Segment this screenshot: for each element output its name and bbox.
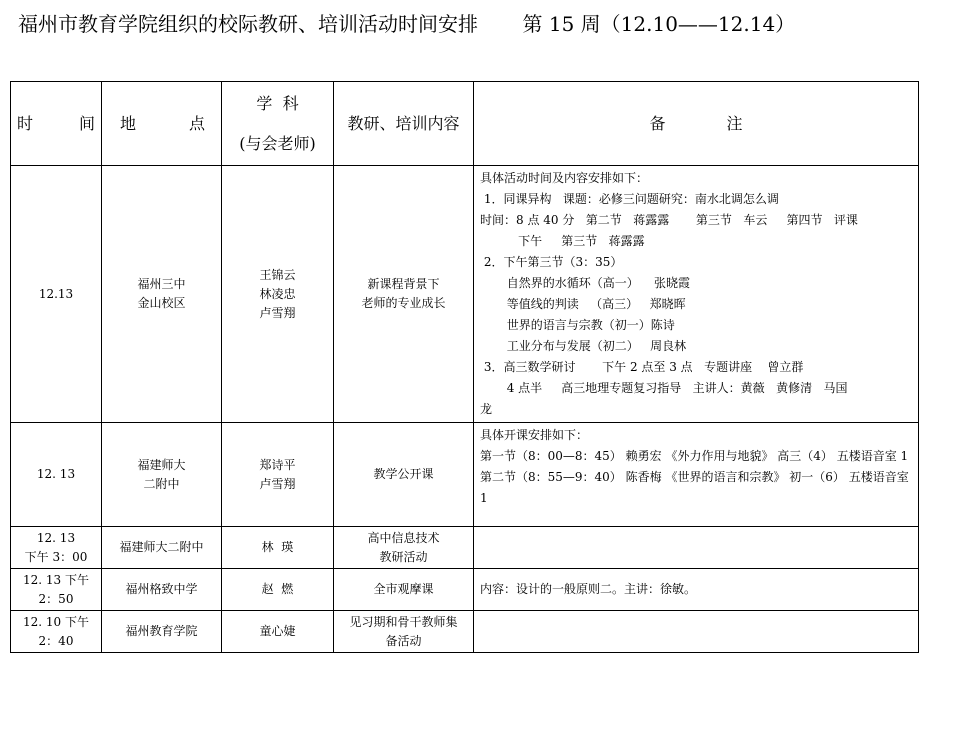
- table-row: [11, 166, 919, 423]
- schedule-table: [10, 81, 919, 653]
- row-content: [334, 569, 474, 611]
- row-content: [334, 527, 474, 569]
- time-line: 12. 13 下午: [23, 572, 89, 587]
- note-line: 自然界的水循环（高一） 张晓霞: [480, 276, 690, 290]
- note-line: 等值线的判读 （高三） 郑晓晖: [480, 297, 686, 311]
- header-place: [102, 82, 222, 166]
- row-teachers: [222, 423, 334, 527]
- row-content: [334, 423, 474, 527]
- row-notes: [474, 569, 919, 611]
- note-line: 世界的语言与宗教（初一）陈诗: [480, 318, 675, 332]
- note-line: 2．下午第三节（3：35）: [480, 255, 623, 269]
- note-line: 第一节（8：00—8：45） 赖勇宏 《外力作用与地貌》 高三（4） 五楼语音室 1: [480, 449, 909, 463]
- header-subject: [222, 82, 334, 166]
- row-place: 福州教育学院: [102, 611, 222, 653]
- row-content: [334, 166, 474, 423]
- time-line: 12. 10 下午: [23, 614, 89, 629]
- table-row: [11, 611, 919, 653]
- row-teachers: 赵 燃: [222, 569, 334, 611]
- header-place-char-1: 地: [120, 114, 137, 133]
- row-place: [102, 166, 222, 423]
- table-row: [11, 423, 919, 527]
- header-subject-line1: 学 科: [256, 93, 299, 113]
- content-line: 高中信息技术: [367, 530, 440, 545]
- row-teachers: 林 瑛: [222, 527, 334, 569]
- content-line: 备活动: [385, 633, 422, 648]
- row-time: [11, 527, 102, 569]
- row-time: 12.13: [11, 166, 102, 423]
- time-line: 2：40: [38, 633, 74, 648]
- row-content: [334, 611, 474, 653]
- place-line: 福建师大: [137, 457, 186, 472]
- row-time: 12. 13: [11, 423, 102, 527]
- place-line: 福州三中: [137, 277, 186, 291]
- note-line: 时间：8 点 40 分 第二节 蒋露露 第三节 车云 第四节 评课: [480, 213, 858, 227]
- row-notes: [474, 166, 919, 423]
- note-line: 龙: [480, 402, 493, 416]
- content-line: 新课程背景下: [367, 277, 440, 291]
- row-teachers: [222, 166, 334, 423]
- time-line: 下午 3：00: [24, 549, 88, 564]
- teacher-name: 郑诗平: [259, 457, 296, 472]
- content-line: 全市观摩课: [373, 582, 434, 596]
- row-notes: [474, 611, 919, 653]
- page-title: 福州市教育学院组织的校际教研、培训活动时间安排 第 15 周（12.10——12.14）: [18, 12, 796, 36]
- content-line: 教学公开课: [373, 467, 434, 481]
- teacher-name: 卢雪翔: [259, 476, 296, 491]
- content-line: 见习期和骨干教师集: [349, 614, 458, 629]
- note-line: 1．同课异构 课题：必修三问题研究：南水北调怎么调: [480, 192, 779, 206]
- header-row: [11, 82, 919, 166]
- note-line: 具体活动时间及内容安排如下：: [480, 171, 649, 185]
- row-place: 福建师大二附中: [102, 527, 222, 569]
- header-note-label: 备 注: [649, 114, 743, 133]
- row-place: 福州格致中学: [102, 569, 222, 611]
- note-line: 3．高三数学研讨 下午 2 点至 3 点 专题讲座 曾立群: [480, 360, 804, 374]
- header-subject-line2: (与会老师): [239, 133, 316, 153]
- teacher-name: 卢雪翔: [259, 305, 296, 320]
- note-line: 第二节（8：55—9：40） 陈香梅 《世界的语言和宗教》 初一（6） 五楼语音室 1: [480, 470, 909, 505]
- header-content-label: 教研、培训内容: [347, 114, 460, 133]
- place-line: 二附中: [143, 476, 180, 491]
- content-line: 老师的专业成长: [361, 296, 446, 310]
- table-row: [11, 527, 919, 569]
- row-time: [11, 569, 102, 611]
- note-line: 4 点半 高三地理专题复习指导 主讲人：黄薇 黄修清 马国: [480, 381, 848, 395]
- note-line: 具体开课安排如下：: [480, 428, 589, 442]
- header-content: [334, 82, 474, 166]
- row-time: [11, 611, 102, 653]
- teacher-name: 林凌忠: [259, 286, 296, 301]
- row-place: [102, 423, 222, 527]
- header-time-char-2: 间: [78, 114, 95, 133]
- place-line: 金山校区: [137, 296, 186, 310]
- content-line: 教研活动: [379, 549, 428, 564]
- row-notes: [474, 527, 919, 569]
- row-teachers: 童心婕: [222, 611, 334, 653]
- time-line: 2：50: [38, 591, 74, 606]
- row-notes: [474, 423, 919, 527]
- table-row: [11, 569, 919, 611]
- note-line: 下午 第三节 蒋露露: [480, 234, 645, 248]
- header-place-char-2: 点: [188, 114, 205, 133]
- header-time: [11, 82, 102, 166]
- note-line: 内容：设计的一般原则二。主讲：徐敏。: [480, 582, 697, 596]
- header-time-char-1: 时: [17, 114, 34, 133]
- header-note: [474, 82, 919, 166]
- note-line: 工业分布与发展（初二） 周良林: [480, 339, 687, 353]
- teacher-name: 王锦云: [259, 267, 296, 282]
- time-line: 12. 13: [36, 530, 76, 545]
